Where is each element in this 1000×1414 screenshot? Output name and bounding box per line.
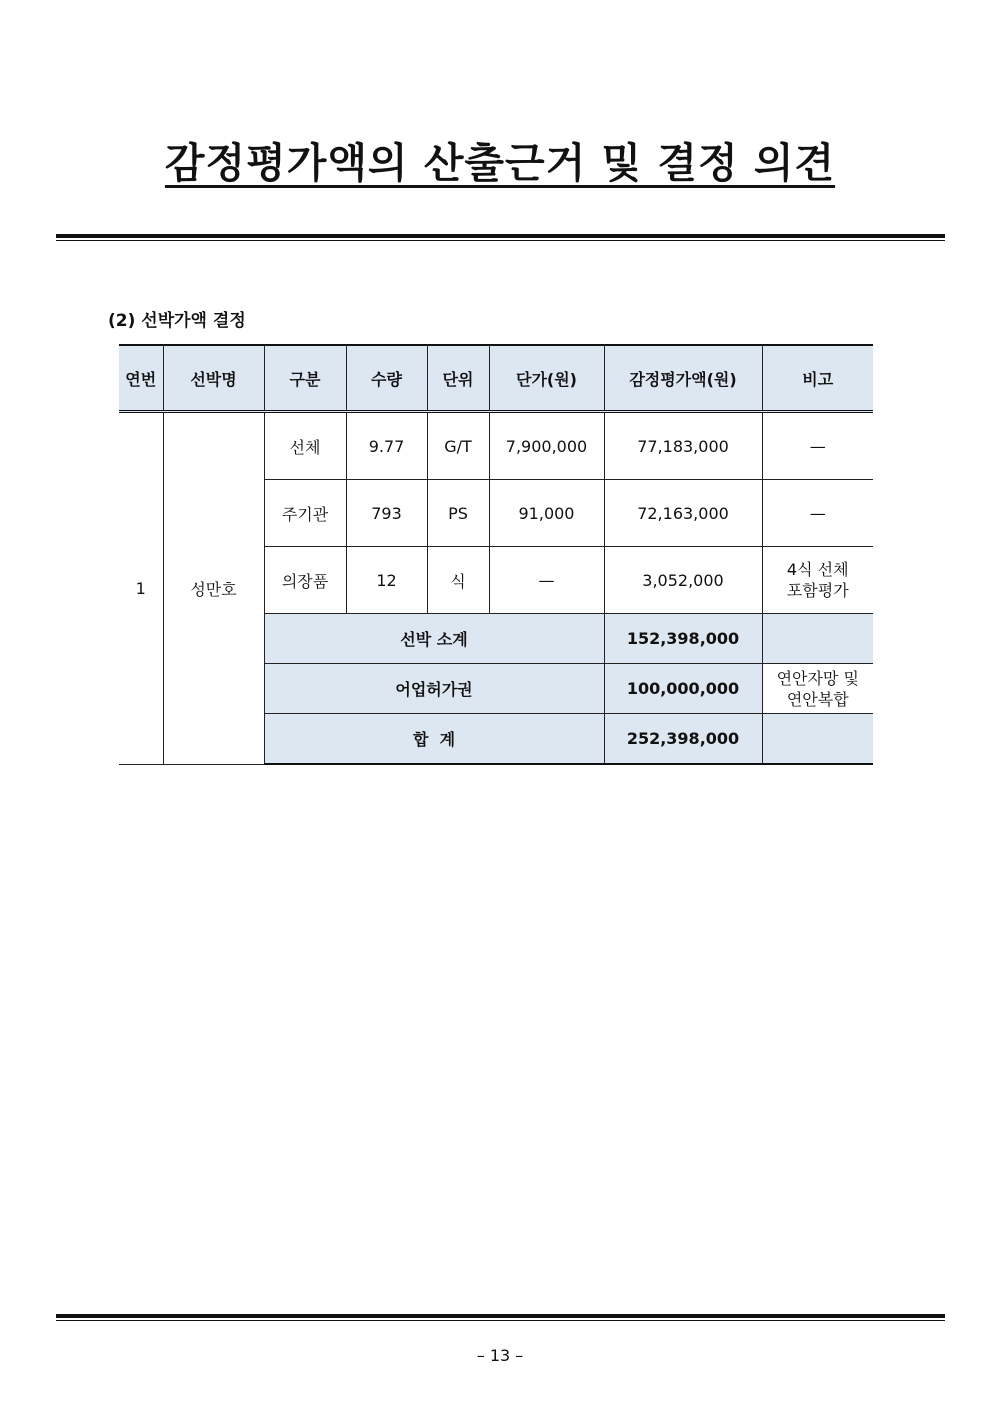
header-ship-name: 선박명 <box>163 345 264 412</box>
remark-line-2: 연안복합 <box>786 689 849 709</box>
quantity-cell: 9.77 <box>346 412 427 480</box>
subtotal-remark <box>762 614 873 664</box>
subtotal-label: 선박 소계 <box>264 614 604 664</box>
header-unit: 단위 <box>427 345 489 412</box>
remark-line-2: 포함평가 <box>786 581 849 600</box>
subtotal-amount: 152,398,000 <box>604 614 762 664</box>
remark-cell <box>762 547 873 614</box>
total-amount: 252,398,000 <box>604 714 762 765</box>
remark-line-1: — <box>809 503 826 523</box>
ship-name-cell: 성만호 <box>163 412 264 765</box>
category-cell: 선체 <box>264 412 346 480</box>
category-cell: 의장품 <box>264 547 346 614</box>
quantity-cell: 12 <box>346 547 427 614</box>
amount-cell: 77,183,000 <box>604 412 762 480</box>
page-number: – 13 – <box>476 1346 524 1365</box>
total-remark <box>762 714 873 765</box>
amount-cell: 72,163,000 <box>604 480 762 547</box>
page-title-text: 감정평가액의 산출근거 및 결정 의견 <box>164 139 836 187</box>
row-number-cell: 1 <box>119 412 163 765</box>
license-label: 어업허가권 <box>264 664 604 714</box>
remark-line-1: 연안자망 및 <box>776 668 859 688</box>
unit-cell: G/T <box>427 412 489 480</box>
remark-cell <box>762 412 873 480</box>
license-amount: 100,000,000 <box>604 664 762 714</box>
license-remark <box>762 664 873 714</box>
total-label: 합 계 <box>264 714 604 765</box>
unit-cell: PS <box>427 480 489 547</box>
bottom-double-rule <box>56 1314 945 1321</box>
header-unit-price: 단가(원) <box>489 345 604 412</box>
section-heading: (2) 선박가액 결정 <box>108 311 246 331</box>
category-cell: 주기관 <box>264 480 346 547</box>
quantity-cell: 793 <box>346 480 427 547</box>
remark-cell <box>762 480 873 547</box>
unit-cell: 식 <box>427 547 489 614</box>
amount-cell: 3,052,000 <box>604 547 762 614</box>
table-header-row <box>119 345 873 412</box>
header-no: 연번 <box>119 345 163 412</box>
page-title <box>0 130 1000 189</box>
table-row <box>119 412 873 480</box>
unit-price-cell: 91,000 <box>489 480 604 547</box>
unit-price-cell: — <box>489 547 604 614</box>
header-category: 구분 <box>264 345 346 412</box>
header-amount: 감정평가액(원) <box>604 345 762 412</box>
header-quantity: 수량 <box>346 345 427 412</box>
header-remark: 비고 <box>762 345 873 412</box>
ship-value-table <box>119 344 873 765</box>
unit-price-cell: 7,900,000 <box>489 412 604 480</box>
remark-line-1: 4식 선체 <box>786 560 849 579</box>
remark-line-1: — <box>809 436 826 456</box>
top-double-rule <box>56 234 945 241</box>
